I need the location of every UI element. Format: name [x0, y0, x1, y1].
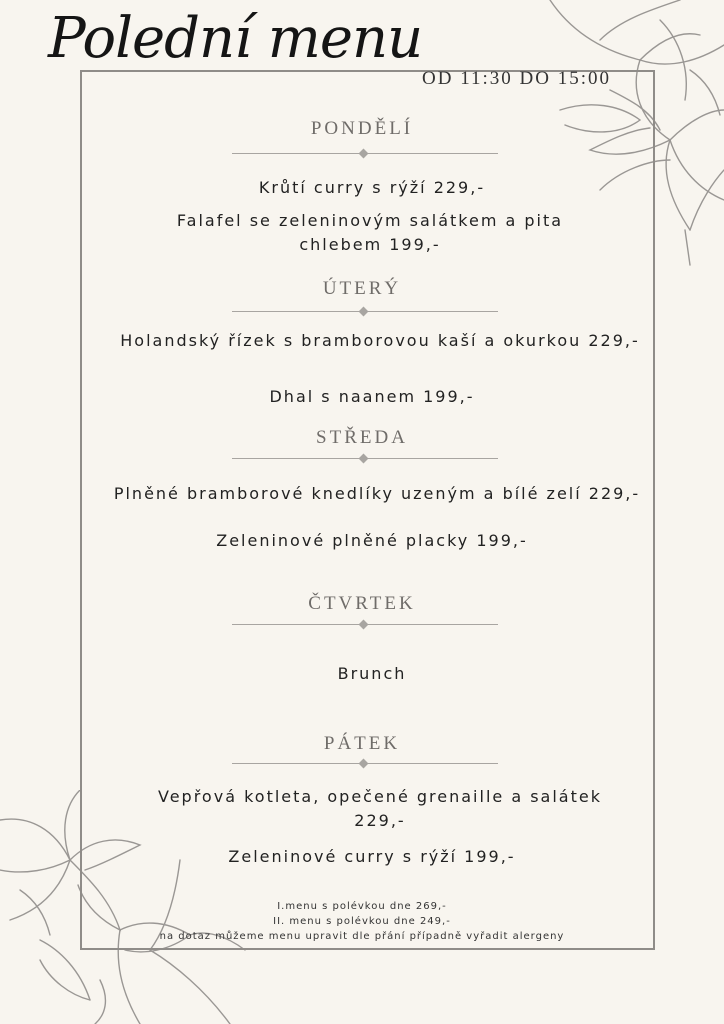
dish-item: Brunch [337, 664, 407, 683]
dish-item: Zeleninové curry s rýží 199,- [228, 847, 516, 866]
dish-item: Falafel se zeleninovým salátkem a pita chlebem 199,- [176, 211, 564, 254]
day-heading-monday: PONDĚLÍ [310, 118, 414, 139]
dish-item: Dhal s naanem 199,- [269, 387, 475, 406]
dish-item: Vepřová kotleta, opečené grenaille a salátek 229,- [158, 787, 602, 830]
dish-item: Plněné bramborové knedlíky uzeným a bílé zelí 229,- [113, 484, 641, 503]
divider [232, 620, 498, 630]
day-heading-friday: PÁTEK [323, 733, 401, 754]
day-heading-thursday: ČTVRTEK [308, 593, 416, 614]
menu-note: II. menu s polévkou dne 249,- [273, 916, 451, 927]
divider [232, 307, 498, 317]
menu-note: I.menu s polévkou dne 269,- [277, 901, 447, 912]
dish-item: Holandský řízek s bramborovou kaší a okurkou 229,- [120, 331, 640, 350]
day-heading-wednesday: STŘEDA [316, 427, 408, 448]
opening-hours: OD 11:30 DO 15:00 [422, 68, 611, 89]
dish-item: Krůtí curry s rýží 229,- [258, 178, 486, 197]
menu-note: na dotaz můžeme menu upravit dle přání případně vyřadit alergeny [159, 931, 565, 942]
dish-item: Zeleninové plněné placky 199,- [216, 531, 528, 550]
divider [232, 454, 498, 464]
divider [232, 759, 498, 769]
page-title: Polední menu [48, 6, 423, 71]
day-heading-tuesday: ÚTERÝ [322, 278, 402, 299]
divider [232, 149, 498, 159]
